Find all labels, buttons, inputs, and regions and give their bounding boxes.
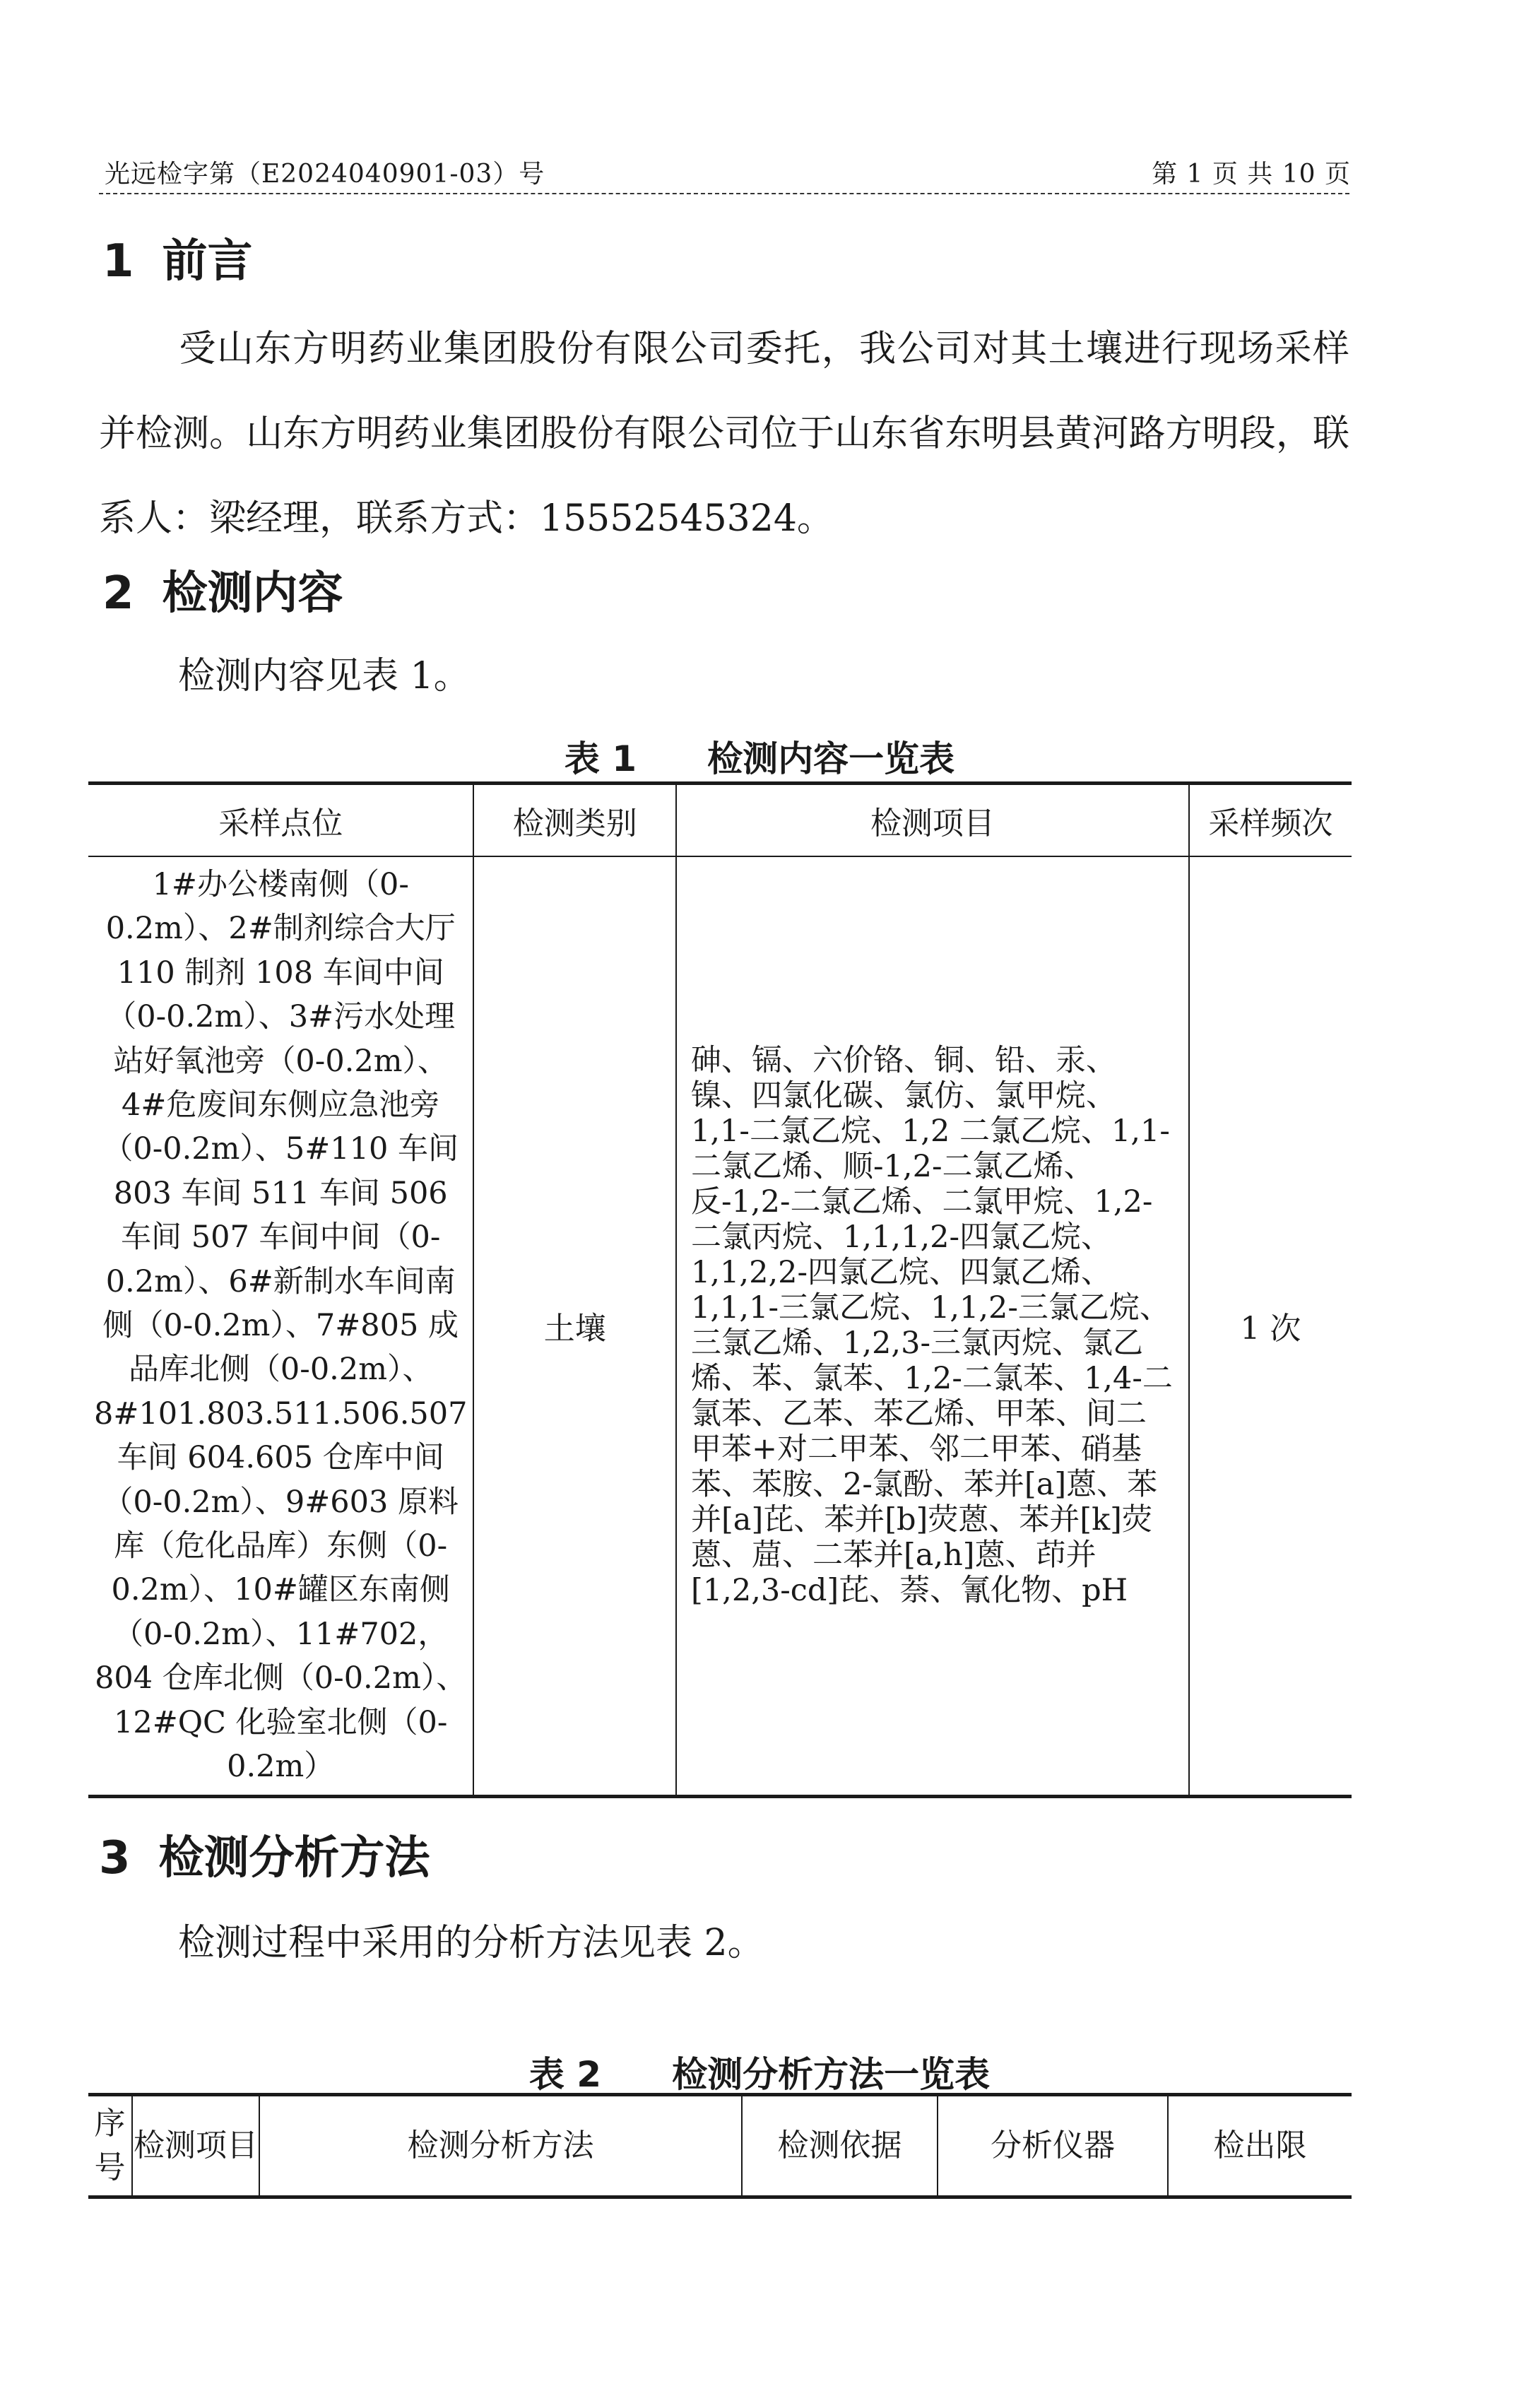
header-category: 检测类别 (473, 784, 676, 857)
section-number: 3 (99, 1832, 131, 1884)
section-title: 前言 (162, 235, 253, 288)
header-method: 检测分析方法 (259, 2095, 742, 2197)
header-detection-limit: 检出限 (1168, 2095, 1352, 2197)
methods-intro-text: 检测过程中采用的分析方法见表 2。 (178, 1922, 764, 1964)
items-cell: 砷、镉、六价铬、铜、铅、汞、镍、四氯化碳、氯仿、氯甲烷、1,1-二氯乙烷、1,2 二氯乙烷、1,1-二氯乙烯、顺-1,2-二氯乙烯、反-1,2-二氯乙烯、二氯甲烷、1,2-二氯丙烷、1,1,1,2-四氯乙烷、1,1,2,2-四氯乙烷、四氯乙烯、1,1,1-三氯乙烷、1,1,2-三氯乙烷、三氯乙烯、1,2,3-三氯丙烷、氯乙烯、苯、氯苯、1,2-二氯苯、1,4-二氯苯、乙苯、苯乙烯、甲苯、间二甲苯+对二甲苯、邻二甲苯、硝基苯、苯胺、2-氯酚、苯并[a]蒽、苯并[a]芘、苯并[b]荧蒽、苯并[k]荧蒽、䓛、二苯并[a,h]蒽、茚并[1,2,3-cd]芘、萘、氰化物、pH (676, 856, 1189, 1796)
section-title: 检测内容 (162, 567, 343, 620)
frequency-cell: 1 次 (1189, 856, 1352, 1796)
report-number: 光远检字第（E2024040901-03）号 (105, 160, 545, 189)
analysis-methods-table (88, 2093, 1352, 2199)
header-basis: 检测依据 (742, 2095, 938, 2197)
preface-paragraph (99, 307, 1349, 561)
section-title: 检测分析方法 (158, 1832, 430, 1884)
header-instrument: 分析仪器 (938, 2095, 1168, 2197)
header-serial-no: 序号 (88, 2095, 132, 2197)
preface-text: 受山东方明药业集团股份有限公司委托，我公司对其土壤进行现场采样并检测。山东方明药业集团股份有限公司位于山东省东明县黄河路方明段，联系人：梁经理，联系方式：15552545324。 (99, 328, 1349, 540)
section-1-heading (102, 225, 253, 290)
table-1-number: 表 1 (564, 738, 637, 779)
section-number: 1 (102, 235, 134, 288)
table-row (88, 856, 1352, 1796)
table-2-caption (0, 2046, 1519, 2097)
header-divider (99, 193, 1349, 194)
table-1-title: 检测内容一览表 (707, 738, 955, 779)
category-cell: 土壤 (473, 856, 676, 1796)
table-2-number: 表 2 (528, 2054, 602, 2095)
table-1-caption (0, 731, 1519, 781)
page-info: 第 1 页 共 10 页 (1152, 160, 1351, 189)
methods-intro (99, 1901, 1349, 1985)
section-2-heading (102, 557, 343, 622)
header-sampling-points: 采样点位 (88, 784, 473, 857)
sampling-points-cell: 1#办公楼南侧（0-0.2m）、2#制剂综合大厅 110 制剂 108 车间中间（0-0.2m）、3#污水处理站好氧池旁（0-0.2m）、4#危废间东侧应急池旁（0-0.2m）、5#110 车间 803 车间 511 车间 506 车间 507 车间中间（0-0.2m）、6#新制水车间南侧（0-0.2m）、7#805 成品库北侧（0-0.2m）、8#101.803.511.506.507 车间 604.605 仓库中间（0-0.2m）、9#603 原料库（危化品库）东侧（0-0.2m）、10#罐区东南侧（0-0.2m）、11#702，804 仓库北侧（0-0.2m）、12#QC 化验室北侧（0-0.2m） (88, 856, 473, 1796)
table-header-row (88, 784, 1352, 857)
header-test-item: 检测项目 (132, 2095, 259, 2197)
table-2-title: 检测分析方法一览表 (672, 2054, 991, 2095)
detection-content-table (88, 781, 1352, 1798)
header-frequency: 采样频次 (1189, 784, 1352, 857)
content-intro-text: 检测内容见表 1。 (178, 655, 471, 697)
section-number: 2 (102, 567, 134, 620)
table-header-row (88, 2095, 1352, 2197)
header-items: 检测项目 (676, 784, 1189, 857)
section-3-heading (99, 1822, 430, 1887)
content-intro (99, 634, 1349, 719)
